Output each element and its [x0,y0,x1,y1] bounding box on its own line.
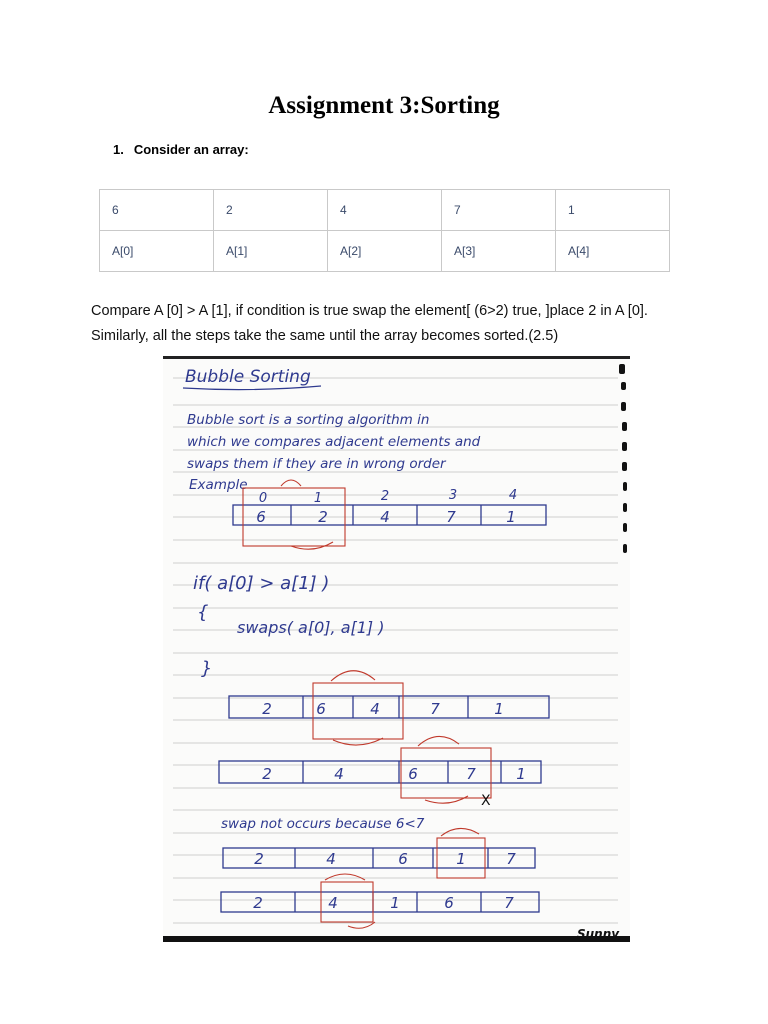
binder-holes [619,364,627,553]
hw-example-label: Example [189,477,248,493]
hw-pass-3-value: 4 [326,850,336,868]
array-index: A[3] [442,231,556,272]
array-index: A[4] [556,231,670,272]
hw-code-open-brace: { [197,602,209,623]
array-value: 7 [442,190,556,231]
hw-pass-1-value: 7 [430,700,440,718]
hw-pass-3-value: 7 [506,850,516,868]
photo-bottom-edge [163,936,630,942]
hw-definition-line: which we compares adjacent elements and [187,434,481,450]
hw-pass-2-value: 4 [334,765,344,783]
hw-pass-4-value: 1 [390,894,400,912]
hw-pass-3-value: 2 [254,850,264,868]
array-value: 1 [556,190,670,231]
hw-example-index: 1 [313,491,323,506]
hw-pass-4-value: 6 [444,894,454,912]
handwritten-notes-svg [163,356,630,942]
hw-pass-2-value: 2 [262,765,272,783]
hw-code-if: if( a[0] > a[1] ) [193,573,330,594]
hw-example-index: 0 [258,491,268,506]
hw-cross-mark: X [481,793,491,809]
hw-pass-2-value: 6 [408,765,418,783]
hw-pass-row-3 [223,828,535,878]
hw-pass-row-4 [221,874,539,928]
hw-pass-1-value: 2 [262,700,272,718]
question-1 [113,142,249,157]
page-title: Assignment 3:Sorting [268,92,500,119]
hw-example-value: 6 [256,508,266,526]
hw-example-value: 1 [506,508,516,526]
hw-pass-3-value: 6 [398,850,408,868]
hw-example-value: 2 [318,508,328,526]
array-values-row [100,190,670,231]
hw-pass-4-value: 2 [253,894,263,912]
hw-example-value: 7 [446,508,456,526]
hw-pass-2-value: 1 [516,765,526,783]
question-number: 1. [113,142,124,157]
array-table [99,189,670,272]
array-index: A[0] [100,231,214,272]
hw-code-swap: swaps( a[0], a[1] ) [237,618,385,637]
hw-note: swap not occurs because 6<7 [221,816,425,832]
hw-pass-1-value: 6 [316,700,326,718]
hw-definition-line: swaps them if they are in wrong order [187,456,446,472]
hw-example-index: 4 [508,488,518,503]
hw-code-close-brace: } [201,658,213,679]
hw-heading: Bubble Sorting [185,367,311,387]
question-text: Consider an array: [133,142,249,157]
array-index-row [100,231,670,272]
hw-definition-line: Bubble sort is a sorting algorithm in [187,412,430,428]
hw-example-index: 3 [448,488,458,503]
array-index: A[2] [328,231,442,272]
hw-pass-2-value: 7 [466,765,476,783]
array-value: 4 [328,190,442,231]
hw-pass-3-value: 1 [456,850,466,868]
photo-top-edge [163,356,630,359]
hw-pass-4-value: 7 [504,894,514,912]
hw-example-index: 2 [380,489,390,504]
hw-pass-1-value: 1 [494,700,504,718]
hw-pass-1-value: 4 [370,700,380,718]
hw-pass-4-value: 4 [328,894,338,912]
array-value: 2 [214,190,328,231]
explanation-paragraph: Compare A [0] > A [1], if condition is true swap the element[ (6>2) true, ]place 2 in A [0]. Similarly, all the steps take the same until the array becomes sorted.(2.5) [91,303,648,344]
array-value: 6 [100,190,214,231]
handwritten-notes-photo [163,356,630,942]
hw-signature: Sunny [577,927,620,941]
array-index: A[1] [214,231,328,272]
hw-example-value: 4 [380,508,390,526]
